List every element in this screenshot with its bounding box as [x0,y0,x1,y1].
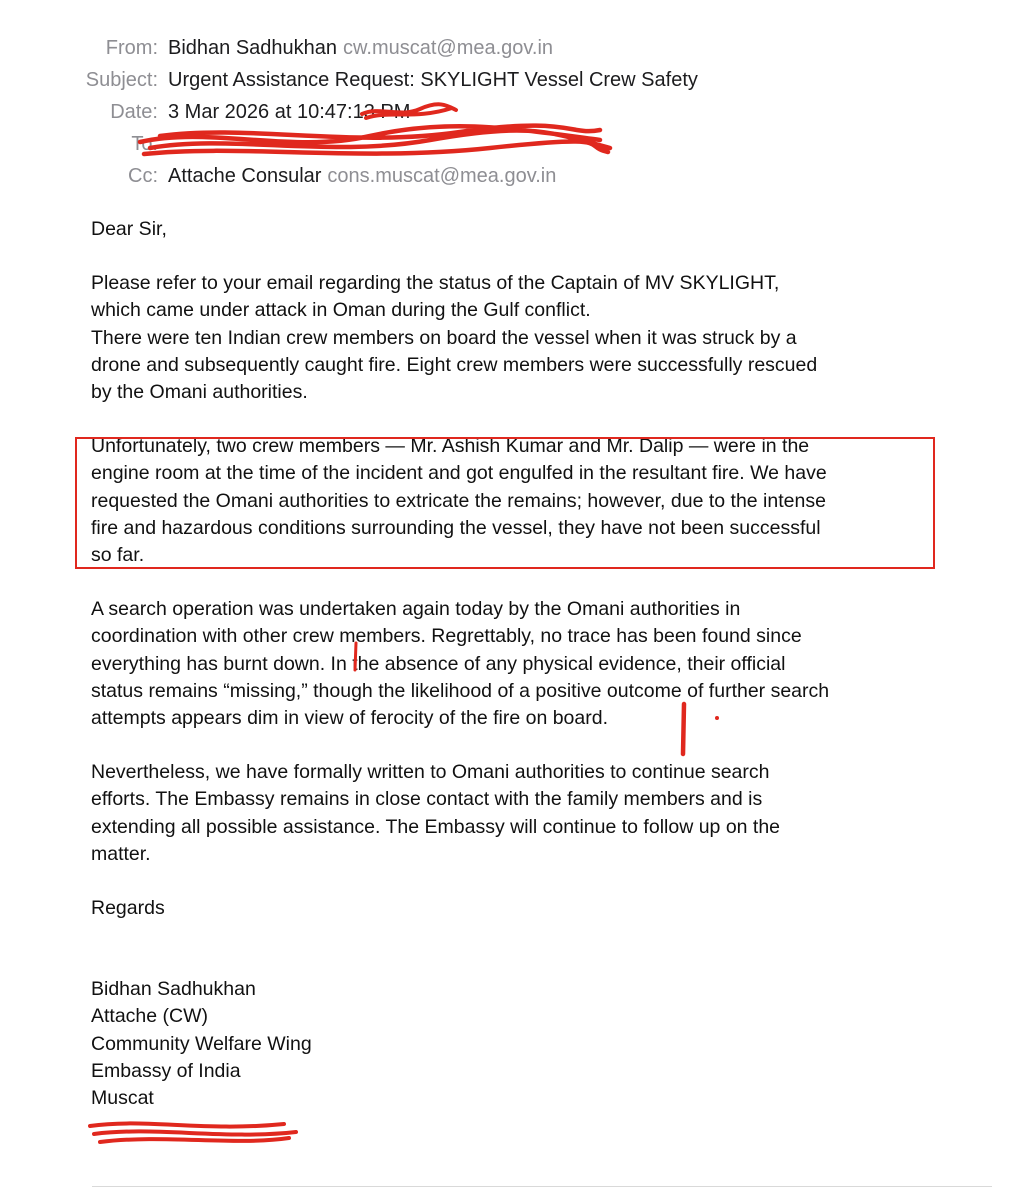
body-line: Unfortunately, two crew members — Mr. Ashish Kumar and Mr. Dalip — were in the [91,435,810,458]
cc-name: Attache Consular [168,165,322,187]
from-label: From: [105,37,158,59]
paragraph-context [91,270,951,406]
divider [92,1186,992,1187]
body-line: Nevertheless, we have formally written to Omani authorities to continue search [91,761,770,784]
signature-block [91,976,951,1112]
paragraph-followup [91,759,951,868]
signature-department: Community Welfare Wing [91,1032,312,1055]
from-name: Bidhan Sadhukhan [168,37,338,59]
body-line: A search operation was undertaken again today by the Omani authorities in [91,598,741,621]
subject-value: Urgent Assistance Request: SKYLIGHT Vessel Crew Safety [168,69,698,91]
cc-email: cons.muscat@mea.gov.in [327,165,557,187]
greeting: Dear Sir, [91,218,167,240]
cc-label: Cc: [128,165,158,187]
from-email: cw.muscat@mea.gov.in [343,37,554,59]
to-label: To: [131,133,158,155]
email-header [0,34,1031,194]
signature-city: Muscat [91,1087,154,1110]
body-line: status remains “missing,” though the likelihood of a positive outcome of further search [91,679,830,702]
body-line: requested the Omani authorities to extricate the remains; however, due to the intense [91,489,826,512]
signature-title: Attache (CW) [91,1005,209,1028]
cc-value[interactable] [168,162,556,190]
phone-redaction-scribble [84,1114,304,1150]
to-row [0,130,1031,162]
body-line: Please refer to your email regarding the status of the Captain of MV SKYLIGHT, [91,272,780,295]
from-row [0,34,1031,66]
date-row [0,98,1031,130]
cc-row [0,162,1031,194]
body-line: fire and hazardous conditions surrounding the vessel, they have not been successful [91,516,821,539]
body-line: engine room at the time of the incident and got engulfed in the resultant fire. We have [91,462,827,485]
body-line: so far. [91,544,145,567]
body-line: extending all possible assistance. The Embassy will continue to follow up on the [91,815,781,838]
body-line: matter. [91,842,151,865]
body-line: drone and subsequently caught fire. Eight crew members were successfully rescued [91,353,818,376]
paragraph-casualties [91,433,951,569]
signature-org: Embassy of India [91,1059,241,1082]
date-value: 3 Mar 2026 at 10:47:13 PM [168,101,411,123]
paragraph-search [91,596,951,732]
from-value[interactable] [168,34,553,62]
closing: Regards [91,897,165,920]
body-line: by the Omani authorities. [91,381,308,404]
body-line: efforts. The Embassy remains in close contact with the family members and is [91,788,763,811]
body-line: coordination with other crew members. Regrettably, no trace has been found since [91,625,802,648]
body-line: There were ten Indian crew members on board the vessel when it was struck by a [91,326,797,349]
email-body [91,216,951,1112]
body-line: which came under attack in Oman during the Gulf conflict. [91,299,591,322]
body-line: everything has burnt down. In the absence of any physical evidence, their official [91,652,786,675]
subject-label: Subject: [85,69,158,91]
subject-row [0,66,1031,98]
signature-name: Bidhan Sadhukhan [91,978,256,1001]
date-label: Date: [110,101,158,123]
body-line: attempts appears dim in view of ferocity of the fire on board. [91,707,609,730]
